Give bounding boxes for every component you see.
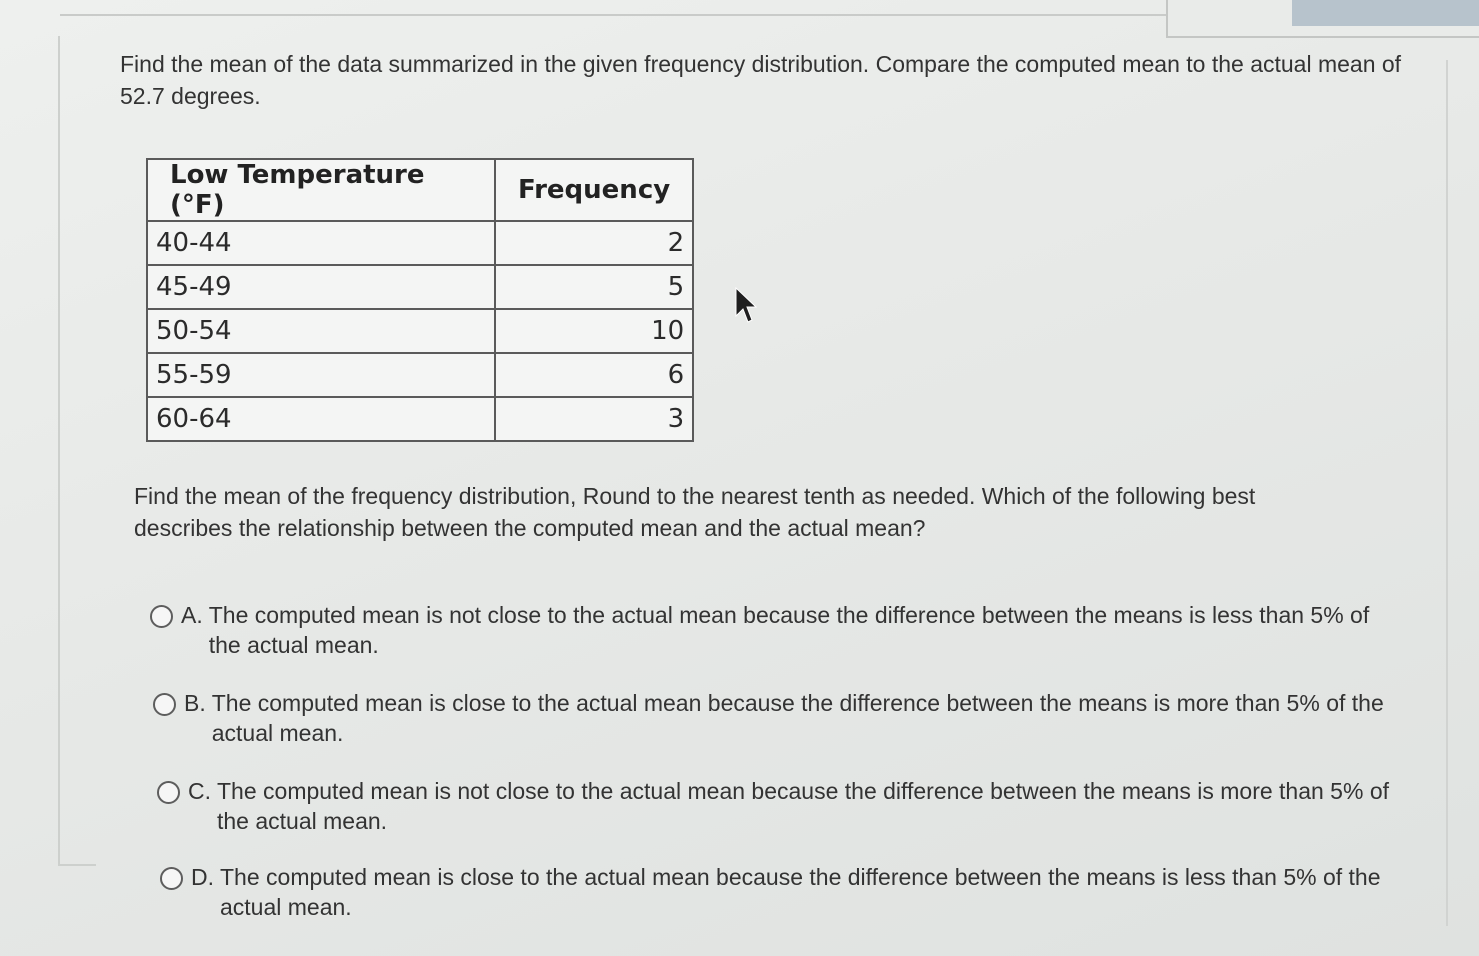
content-left-border-foot — [58, 864, 96, 866]
temperature-range-cell: 60-64 — [147, 397, 495, 441]
temperature-range-cell: 40-44 — [147, 221, 495, 265]
option-a[interactable] — [150, 600, 1389, 660]
column-header-temperature: Low Temperature (°F) — [147, 159, 495, 221]
sub-question-text: Find the mean of the frequency distribution, Round to the nearest tenth as needed. Which of the following best describes the relationship between the computed mean and the actual mean? — [134, 483, 1256, 541]
question-text: Find the mean of the data summarized in the given frequency distribution. Compare the computed mean to the actual mean of 52.7 degrees. — [120, 51, 1402, 109]
table-row — [147, 397, 693, 441]
radio-unselected-icon[interactable] — [153, 693, 176, 716]
temperature-range-cell: 50-54 — [147, 309, 495, 353]
table-row — [147, 309, 693, 353]
header-divider — [60, 0, 1170, 16]
option-letter: B. — [184, 690, 206, 716]
frequency-cell: 3 — [495, 397, 693, 441]
frequency-cell: 6 — [495, 353, 693, 397]
option-text: The computed mean is close to the actual mean because the difference between the means is more than 5% of the actual mean. — [211, 690, 1384, 746]
mouse-pointer-icon — [734, 286, 758, 326]
radio-unselected-icon[interactable] — [160, 867, 183, 890]
option-c[interactable] — [157, 776, 1397, 836]
frequency-cell: 2 — [495, 221, 693, 265]
option-text: The computed mean is not close to the actual mean because the difference between the means is less than 5% of the actual mean. — [208, 602, 1370, 658]
table-row — [147, 265, 693, 309]
frequency-cell: 5 — [495, 265, 693, 309]
option-b[interactable] — [153, 688, 1392, 748]
frequency-cell: 10 — [495, 309, 693, 353]
option-d[interactable] — [160, 862, 1400, 922]
table-row — [147, 221, 693, 265]
option-letter: A. — [181, 602, 203, 628]
table-row — [147, 353, 693, 397]
option-letter: D. — [191, 864, 214, 890]
option-text: The computed mean is not close to the actual mean because the difference between the means is more than 5% of the actual mean. — [217, 778, 1390, 834]
temperature-range-cell: 45-49 — [147, 265, 495, 309]
radio-unselected-icon[interactable] — [150, 605, 173, 628]
column-header-frequency: Frequency — [495, 159, 693, 221]
option-letter: C. — [188, 778, 211, 804]
radio-unselected-icon[interactable] — [157, 781, 180, 804]
option-text: The computed mean is close to the actual mean because the difference between the means is less than 5% of the actual mean. — [220, 864, 1381, 920]
content-right-border — [1446, 60, 1448, 926]
frequency-table — [146, 158, 694, 442]
table-header-row — [147, 159, 693, 221]
content-left-border — [58, 36, 60, 866]
temperature-range-cell: 55-59 — [147, 353, 495, 397]
save-answer-button[interactable] — [1292, 0, 1479, 26]
